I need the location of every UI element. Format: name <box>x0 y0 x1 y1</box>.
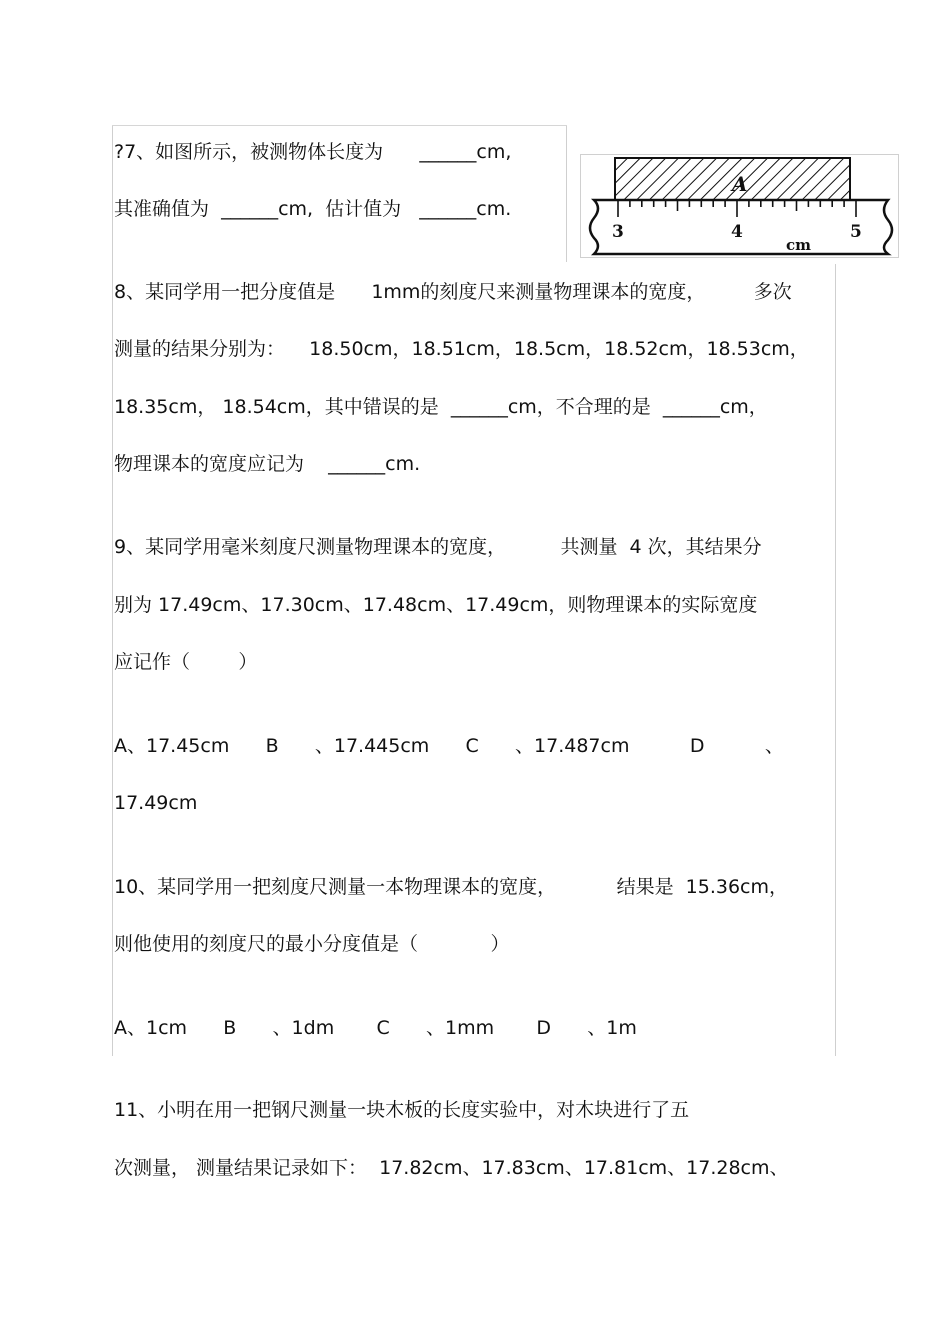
q10-line-2: 则他使用的刻度尺的最小分度值是（ ） <box>114 933 510 955</box>
block-label: A <box>732 172 748 196</box>
q9-line-3: 应记作（ ） <box>114 651 258 673</box>
q11-line-1: 11、小明在用一把钢尺测量一块木板的长度实验中，对木块进行了五 <box>114 1099 690 1121</box>
q9-line-2: 别为 17.49cm、17.30cm、17.48cm、17.49cm，则物理课本的实际宽度 <box>114 594 758 616</box>
q8-line-4: 物理课本的宽度应记为 ______cm. <box>114 453 421 475</box>
q7-line-1: ?7、如图所示，被测物体长度为 ______cm, <box>114 141 512 163</box>
tick-label-5: 5 <box>850 222 862 242</box>
q7-line-2: 其准确值为 ______cm, 估计值为 ______cm. <box>114 198 512 220</box>
q9-line-1: 9、某同学用毫米刻度尺测量物理课本的宽度， 共测量 4 次，其结果分 <box>114 536 762 558</box>
scan-border-left <box>112 126 113 1056</box>
q8-line-1: 8、某同学用一把分度值是 1mm的刻度尺来测量物理课本的宽度， 多次 <box>114 281 792 303</box>
scan-border-q7-top <box>112 125 567 126</box>
q8-line-2: 测量的结果分别为： 18.50cm，18.51cm，18.5cm，18.52cm，18.53cm， <box>114 338 809 360</box>
q9-options-line-2: 17.49cm <box>114 792 198 814</box>
tick-label-4: 4 <box>731 222 743 242</box>
q10-options: A、1cm B 、1dm C 、1mm D 、1m <box>114 1017 637 1039</box>
unit-label: cm <box>786 236 812 254</box>
q11-line-2: 次测量， 测量结果记录如下： 17.82cm、17.83cm、17.81cm、17.28cm、 <box>114 1157 789 1179</box>
q8-line-3: 18.35cm， 18.54cm，其中错误的是 ______cm，不合理的是 ______cm， <box>114 396 768 418</box>
ruler-figure <box>580 154 899 258</box>
tick-label-3: 3 <box>612 222 624 242</box>
q9-options-line-1: A、17.45cm B 、17.445cm C 、17.487cm D 、 <box>114 735 784 757</box>
scan-border-q7-right <box>566 126 567 262</box>
q10-line-1: 10、某同学用一把刻度尺测量一本物理课本的宽度， 结果是 15.36cm， <box>114 876 789 898</box>
scan-border-right <box>835 264 836 1056</box>
